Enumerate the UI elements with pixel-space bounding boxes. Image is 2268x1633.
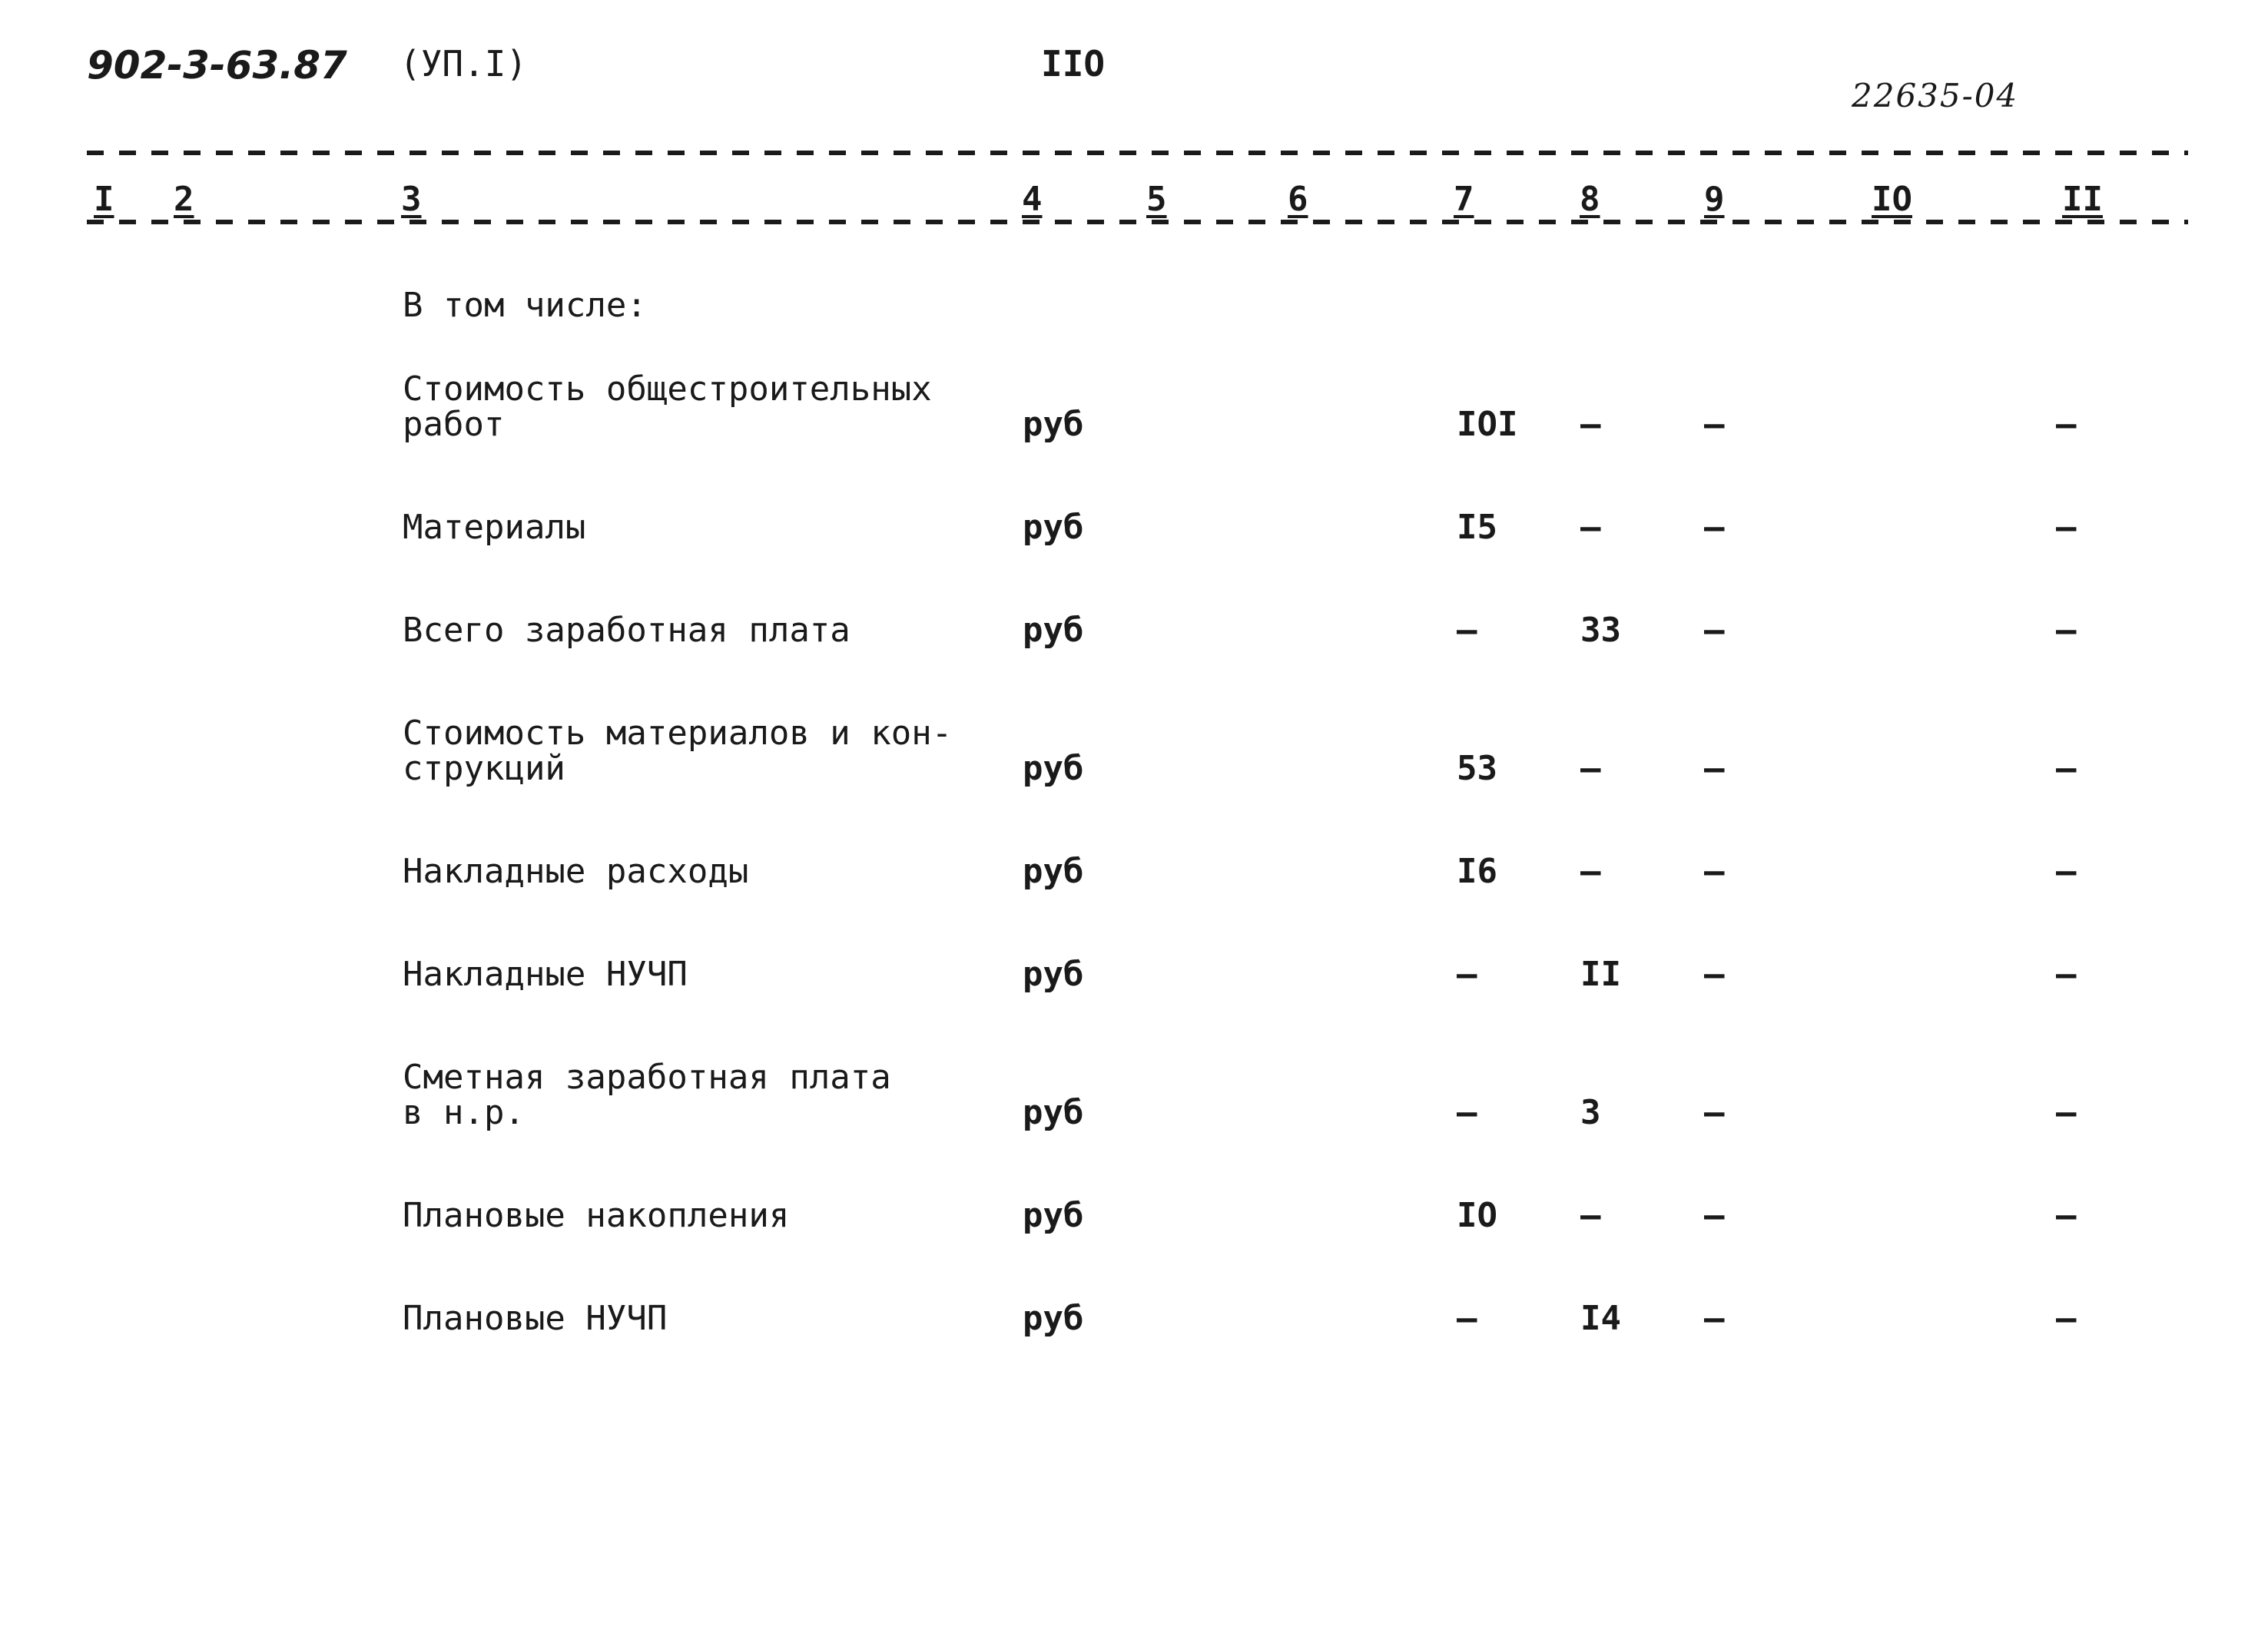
cell-col-9: – xyxy=(1704,955,1725,994)
cell-col-7: IO xyxy=(1457,1196,1497,1235)
cell-col-11: – xyxy=(2056,611,2077,650)
cell-col-8: – xyxy=(1580,852,1601,891)
row-label: Накладные НУЧП xyxy=(403,955,688,994)
cell-col-11: – xyxy=(2056,1299,2077,1338)
cell-col-9: – xyxy=(1704,1196,1725,1235)
row-label-line-2: в н.р. xyxy=(403,1093,525,1132)
row-label: Всего заработная плата xyxy=(403,611,850,650)
cell-col-11: – xyxy=(2056,852,2077,891)
column-number-1: I xyxy=(91,180,118,219)
row-unit: руб xyxy=(1023,1196,1084,1235)
cell-col-7: – xyxy=(1457,1299,1477,1338)
cell-col-9: – xyxy=(1704,611,1725,650)
row-label xyxy=(403,369,932,444)
table-row xyxy=(0,940,2268,1009)
cell-col-7: I5 xyxy=(1457,508,1497,547)
row-label: Накладные расходы xyxy=(403,852,749,891)
cell-col-8: II xyxy=(1580,955,1621,994)
row-label-line-1: Стоимость общестроительных xyxy=(403,369,932,409)
row-unit: руб xyxy=(1023,508,1084,547)
table-row xyxy=(0,596,2268,665)
row-label: Плановые накопления xyxy=(403,1196,790,1235)
table-row xyxy=(0,369,2268,459)
cell-col-11: – xyxy=(2056,405,2077,444)
row-unit: руб xyxy=(1023,955,1084,994)
cell-col-7: IOI xyxy=(1457,405,1518,444)
header-divider xyxy=(87,151,2188,155)
table-row xyxy=(0,714,2268,803)
column-number-6: 6 xyxy=(1285,180,1311,219)
row-unit: руб xyxy=(1023,1093,1084,1132)
column-number-8: 8 xyxy=(1577,180,1603,219)
cell-col-7: – xyxy=(1457,955,1477,994)
cell-col-8: – xyxy=(1580,508,1601,547)
row-label: Материалы xyxy=(403,508,586,547)
column-number-divider xyxy=(87,220,2188,224)
row-label-line-1: Стоимость материалов и кон- xyxy=(403,714,953,753)
column-number-11: II xyxy=(2059,180,2106,219)
row-label xyxy=(403,716,952,787)
column-number-9: 9 xyxy=(1701,180,1728,219)
handwritten-stamp: 22635-04 xyxy=(1852,77,2019,114)
cell-col-9: – xyxy=(1704,1093,1725,1132)
column-number-7: 7 xyxy=(1451,180,1477,219)
row-label-line-2: струкций xyxy=(403,749,565,788)
cell-col-11: – xyxy=(2056,1093,2077,1132)
cell-col-7: – xyxy=(1457,1093,1477,1132)
row-unit: руб xyxy=(1023,405,1084,444)
row-label-line-2: работ xyxy=(403,405,505,444)
cell-col-11: – xyxy=(2056,749,2077,788)
cell-col-8: – xyxy=(1580,1196,1601,1235)
document-code: 902-3-63.87 xyxy=(87,43,347,88)
cell-col-11: – xyxy=(2056,508,2077,547)
table-row xyxy=(0,1181,2268,1250)
column-number-3: 3 xyxy=(398,180,425,219)
table-row xyxy=(0,493,2268,562)
row-unit: руб xyxy=(1023,749,1084,788)
cell-col-7: – xyxy=(1457,611,1477,650)
column-number-5: 5 xyxy=(1143,180,1170,219)
row-label: Плановые НУЧП xyxy=(403,1299,668,1338)
column-number-4: 4 xyxy=(1019,180,1046,219)
sheet-reference: (УП.I) xyxy=(400,43,528,84)
column-number-10: IO xyxy=(1868,180,1915,219)
section-intro: В том числе: xyxy=(403,286,647,325)
row-unit: руб xyxy=(1023,852,1084,891)
cell-col-7: I6 xyxy=(1457,852,1497,891)
cell-col-8: – xyxy=(1580,405,1601,444)
table-row xyxy=(0,1284,2268,1353)
cell-col-11: – xyxy=(2056,955,2077,994)
cell-col-9: – xyxy=(1704,508,1725,547)
page-number: IIO xyxy=(1041,43,1106,84)
cell-col-8: 33 xyxy=(1580,611,1621,650)
column-number-2: 2 xyxy=(171,180,197,219)
table-row xyxy=(0,1058,2268,1148)
cell-col-9: – xyxy=(1704,749,1725,788)
row-unit: руб xyxy=(1023,1299,1084,1338)
cell-col-9: – xyxy=(1704,405,1725,444)
row-unit: руб xyxy=(1023,611,1084,650)
cell-col-11: – xyxy=(2056,1196,2077,1235)
cell-col-9: – xyxy=(1704,852,1725,891)
cell-col-8: 3 xyxy=(1580,1093,1601,1132)
cell-col-7: 53 xyxy=(1457,749,1497,788)
cell-col-8: I4 xyxy=(1580,1299,1621,1338)
cell-col-8: – xyxy=(1580,749,1601,788)
table-row xyxy=(0,837,2268,906)
row-label-line-1: Сметная заработная плата xyxy=(403,1058,891,1097)
row-label xyxy=(403,1060,891,1131)
cell-col-9: – xyxy=(1704,1299,1725,1338)
